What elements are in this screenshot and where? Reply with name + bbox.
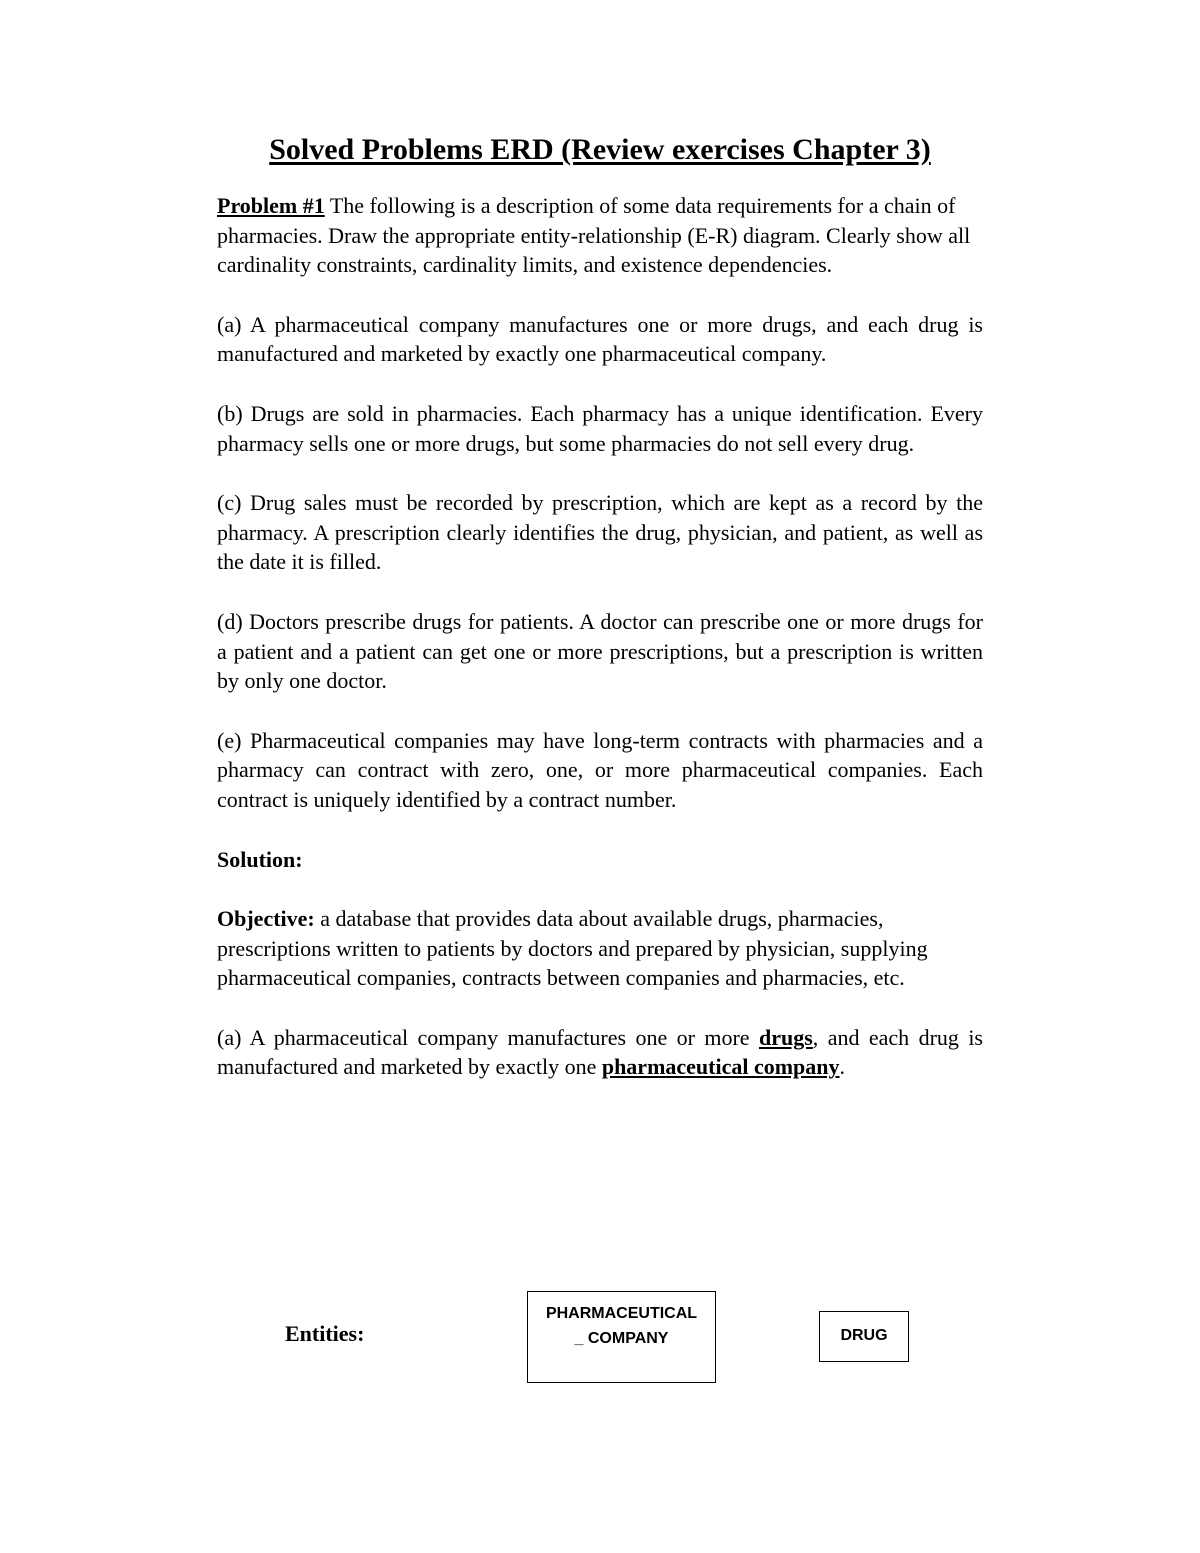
part-a-middle: , and each drug is manufactured and marketed by exactly one — [217, 1024, 983, 1080]
entity-highlight-pharmaceutical-company: pharmaceutical company — [601, 1054, 840, 1080]
requirement-d: (d) Doctors prescribe drugs for patients. A doctor can prescribe one or more drugs for a patient and a patient can get one or more prescriptions, but a prescription is written by only one doctor. — [217, 608, 983, 694]
problem-intro-text: The following is a description of some data requirements for a chain of pharmacies. Draw the appropriate entity-relationship (E-R) diagram. Clearly show all cardinality constraints, cardinality limits, and existence dependencies. — [217, 193, 971, 278]
requirement-a: (a) A pharmaceutical company manufactures one or more drugs, and each drug is manufactured and marketed by exactly one pharmaceutical company. — [217, 311, 983, 367]
entity-pharmaceutical-company — [527, 1291, 716, 1383]
objective-label: Objective: — [217, 906, 315, 932]
solution-part-a — [217, 1023, 983, 1082]
part-a-suffix: . — [839, 1054, 846, 1080]
entity-pharma-line1: PHARMACEUTICAL — [545, 1305, 698, 1322]
entities-label: Entities: — [285, 1321, 365, 1346]
entity-highlight-drugs: drugs — [758, 1024, 813, 1050]
objective-paragraph — [217, 904, 983, 993]
entity-drug — [819, 1311, 909, 1362]
objective-text: a database that provides data about available drugs, pharmacies, prescriptions written to patients by doctors and prepared by physician, supplying pharmaceutical companies, contracts between companies and pharmacies, etc. — [217, 906, 928, 991]
requirement-c: (c) Drug sales must be recorded by prescription, which are kept as a record by the pharmacy. A prescription clearly identifies the drug, physician, and patient, as well as the date it is filled. — [217, 490, 983, 575]
problem-intro — [217, 191, 983, 280]
entity-drug-label: DRUG — [840, 1327, 888, 1344]
requirement-e: (e) Pharmaceutical companies may have long-term contracts with pharmacies and a pharmacy can contract with zero, one, or more pharmaceutical companies. Each contract is uniquely identified by a contract number. — [217, 727, 983, 812]
solution-heading: Solution: — [217, 846, 303, 872]
problem-label: Problem #1 — [217, 193, 325, 218]
entity-pharma-line2: _ COMPANY — [574, 1330, 669, 1347]
part-a-prefix: (a) A pharmaceutical company manufactures one or more — [217, 1024, 759, 1050]
requirement-b: (b) Drugs are sold in pharmacies. Each pharmacy has a unique identification. Every pharmacy sells one or more drugs, but some pharmacies do not sell every drug. — [217, 400, 983, 456]
page-title: Solved Problems ERD (Review exercises Chapter 3) — [269, 133, 931, 166]
document-page — [217, 130, 983, 1082]
